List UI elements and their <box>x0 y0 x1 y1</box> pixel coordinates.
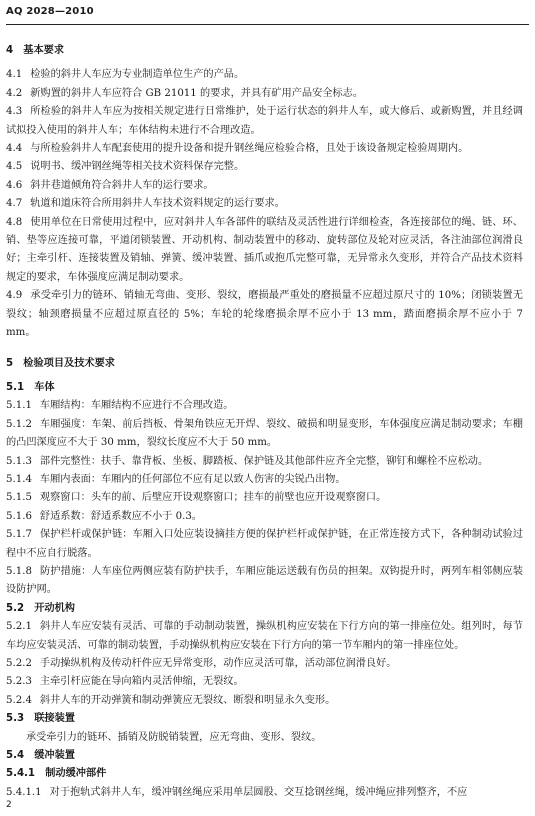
clause-text: 承受牵引力的链环、销轴无弯曲、变形、裂纹，磨损最严重处的磨损量不应超过原尺寸的 10%；闭锁装置无裂纹；轴颈磨损量不应超过原直径的 5%；车轮的轮缘磨损余厚不应小于 13 mm，踏面磨损余厚不应小于 7 mm。 <box>6 290 523 339</box>
clause-number: 4.4 <box>6 143 23 155</box>
clause-paragraph <box>6 508 523 526</box>
clause-text: 斜井巷道倾角符合斜井人车的运行要求。 <box>30 179 214 191</box>
clause-paragraph <box>6 453 523 471</box>
clause-number: 5.2.1 <box>6 621 32 633</box>
section-5-3-title: 5.3 联接装置 <box>6 713 75 725</box>
document-body <box>6 38 523 802</box>
clause-text: 对于抱轨式斜井人车，缓冲钢丝绳应采用单层圆股、交互捻钢丝绳，缓冲绳应排列整齐，不应 <box>49 786 468 798</box>
clause-text: 车厢内表面：车厢内的任何部位不应有足以致人伤害的尖锐凸出物。 <box>39 473 346 485</box>
section-5-title: 5 检验项目及技术要求 <box>6 357 115 369</box>
section-5-4-title: 5.4 缓冲装置 <box>6 750 75 762</box>
clause-paragraph <box>6 397 523 415</box>
clause-text: 观察窗口：头车的前、后壁应开设观察窗口；挂车的前壁也应开设观察窗口。 <box>39 492 387 504</box>
clause-number: 5.1.6 <box>6 510 32 522</box>
clause-text: 防护措施：人车座位两侧应装有防护扶手，车厢应能运送载有伤员的担架。双钩提升时，两列车相邻侧应装设防护网。 <box>6 565 523 596</box>
clause-paragraph <box>6 692 523 710</box>
clause-paragraph <box>6 214 523 288</box>
clause-text: 检验的斜井人车应为专业制造单位生产的产品。 <box>30 69 245 81</box>
header-divider <box>6 24 529 25</box>
clause-text: 车厢结构：车厢结构不应进行不合理改造。 <box>39 400 234 412</box>
clause-number: 4.3 <box>6 106 23 118</box>
clause-number: 4.5 <box>6 161 23 173</box>
clause-number: 4.1 <box>6 69 23 81</box>
clause-number: 5.1.1 <box>6 400 32 412</box>
clause-text: 使用单位在日常使用过程中，应对斜井人车各部件的联结及灵活性进行详细检查，各连接部位的绳、链、环、销、垫等应连接可靠，平道闭锁装置、开动机构、制动装置中的移动、旋转部位及轮对应灵活，各注油部位润滑良好；主牵引杆、连接装置及销轴、弹簧、缓冲装置、插爪或抱爪完整可靠，无异常永久变形，并符合产品技术资料规定的要求，车体强度应满足制动要求。 <box>6 216 523 283</box>
section-5-4-items <box>6 784 523 802</box>
clause-number: 5.1.8 <box>6 565 32 577</box>
section-4-title: 4 基本要求 <box>6 45 65 56</box>
clause-number: 4.7 <box>6 198 23 210</box>
clause-text: 保护栏杆或保护链：车厢入口处应装设摘挂方便的保护栏杆或保护链，在正常连接方式下，各种制动试验过程中不应自行脱落。 <box>6 529 523 559</box>
section-5-3-text: 承受牵引力的链环、插销及防脱销装置，应无弯曲、变形、裂纹。 <box>26 731 322 743</box>
document-code: AQ 2028—2010 <box>6 6 94 17</box>
clause-paragraph <box>6 103 523 140</box>
clause-paragraph <box>6 673 523 691</box>
section-5-1-items <box>6 397 523 599</box>
clause-number: 5.2.3 <box>6 676 32 688</box>
clause-text: 手动操纵机构及传动杆件应无异常变形，动作应灵活可靠，活动部位润滑良好。 <box>39 658 397 669</box>
clause-paragraph <box>6 85 523 103</box>
clause-number: 4.9 <box>6 290 23 302</box>
clause-paragraph <box>6 471 523 489</box>
clause-text: 新购置的斜井人车应符合 GB 21011 的要求，并具有矿用产品安全标志。 <box>30 87 364 99</box>
clause-text: 与所检验斜井人车配套使用的提升设备和提升钢丝绳应检验合格，且处于该设备规定检验周期内。 <box>30 143 469 155</box>
clause-paragraph <box>6 140 523 158</box>
section-5-2-title: 5.2 开动机构 <box>6 602 75 614</box>
clause-text: 说明书、缓冲钢丝绳等相关技术资料保存完整。 <box>30 161 245 173</box>
clause-number: 5.2.2 <box>6 658 32 669</box>
clause-text: 所检验的斜井人车应为按相关规定进行日常维护，处于运行状态的斜井人车，或大修后、或新购置，并且经调试拟投入使用的斜井人车；车体结构未进行不合理改造。 <box>6 106 523 136</box>
clause-number: 4.8 <box>6 216 23 228</box>
clause-number: 5.2.4 <box>6 694 32 706</box>
clause-number: 5.1.3 <box>6 455 32 467</box>
clause-paragraph <box>6 655 523 673</box>
clause-number: 5.1.2 <box>6 418 32 430</box>
clause-text: 斜井人车应安装有灵活、可靠的手动制动装置，操纵机构应安装在下行方向的第一排座位处。组列时，每节车均应安装灵活、可靠的制动装置，手动操纵机构应安装在下行方向的第一节车厢内的第一排座位处。 <box>6 621 523 651</box>
clause-paragraph <box>6 416 523 453</box>
clause-paragraph <box>6 195 523 213</box>
clause-paragraph <box>6 784 523 802</box>
clause-paragraph <box>6 526 523 563</box>
clause-paragraph <box>6 563 523 600</box>
section-5-4-1-title: 5.4.1 制动缓冲部件 <box>6 768 107 780</box>
clause-text: 舒适系数：舒适系数应不小于 0.3。 <box>39 510 202 522</box>
page-number: 2 <box>6 800 12 810</box>
clause-paragraph <box>6 618 523 655</box>
clause-text: 车厢强度：车架、前后挡板、骨架角铁应无开焊、裂纹、破损和明显变形，车体强度应满足制动要求；车棚的凸凹深度应不大于 30 mm，裂纹长度应不大于 50 mm。 <box>6 418 523 449</box>
clause-paragraph <box>6 66 523 84</box>
clause-number: 5.1.7 <box>6 529 32 541</box>
clause-number: 5.1.4 <box>6 473 32 485</box>
clause-paragraph <box>6 287 523 342</box>
section-5-2-items <box>6 618 523 710</box>
section-5-1-title: 5.1 车体 <box>6 381 55 393</box>
clause-text: 轨道和道床符合所用斜井人车技术资料规定的运行要求。 <box>30 198 285 210</box>
clause-paragraph <box>6 177 523 195</box>
clause-text: 部件完整性：扶手、靠背板、坐板、脚踏板、保护链及其他部件应齐全完整，铆钉和螺栓不应松动。 <box>39 455 489 467</box>
clause-number: 4.2 <box>6 87 23 99</box>
clause-paragraph <box>6 489 523 507</box>
clause-paragraph <box>6 158 523 176</box>
clause-number: 4.6 <box>6 179 23 191</box>
clause-text: 主牵引杆应能在导向箱内灵活伸缩，无裂纹。 <box>39 676 244 688</box>
clause-number: 5.4.1.1 <box>6 786 42 798</box>
clause-text: 斜井人车的开动弹簧和制动弹簧应无裂纹、断裂和明显永久变形。 <box>39 694 336 706</box>
section-4-items <box>6 66 523 342</box>
clause-number: 5.1.5 <box>6 492 32 504</box>
